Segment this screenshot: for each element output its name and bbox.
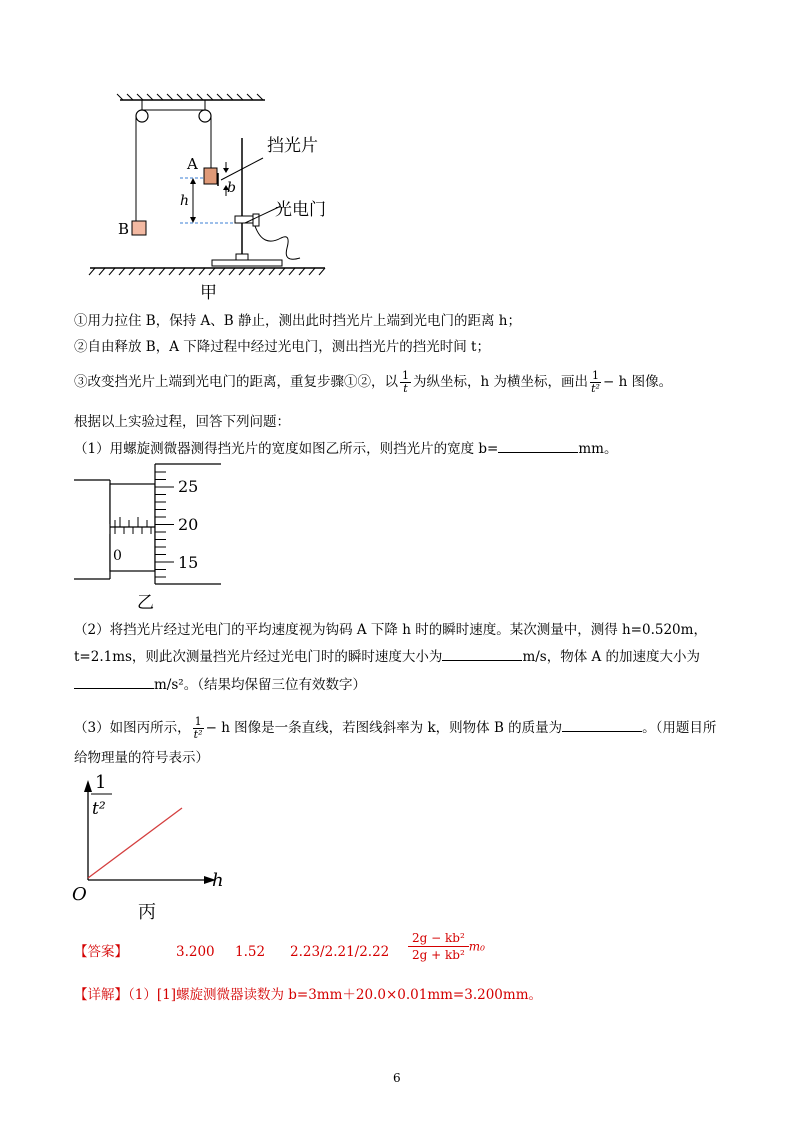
caption-jia: 甲 bbox=[200, 283, 217, 303]
y-label-num: 1 bbox=[95, 772, 107, 793]
tick-label-25: 25 bbox=[178, 477, 199, 496]
label-b: B bbox=[118, 220, 130, 238]
origin-label: O bbox=[72, 884, 87, 905]
block-b bbox=[132, 221, 146, 235]
fraction-q3: $\frac{1}{\text{t²}}$ bbox=[193, 715, 203, 741]
question-3-line-1: （3）如图丙所示， $\frac{1}{\text{t²}}$ − h 图像是一条直线，若图线斜率为 k，则物体 B 的质量为 。（用题目所 bbox=[74, 715, 717, 741]
answer-blank-2[interactable] bbox=[442, 646, 522, 661]
caption-yi: 乙 bbox=[137, 593, 154, 612]
step-3: ③改变挡光片上端到光电门的距离，重复步骤①②，以 $\frac{1}{t}$ 为纵坐标，h 为横坐标，画出 $\frac{1}{\text{t²}}$ − h 图像。 bbox=[74, 369, 673, 395]
question-2-line-1: （2）将挡光片经过光电门的平均速度视为钩码 A 下降 h 时的瞬时速度。某次测量中，测得 h=0.520m， bbox=[74, 622, 707, 638]
tick-label-zero: 0 bbox=[113, 548, 122, 564]
label-h: h bbox=[180, 193, 190, 209]
answer-3: 2.23/2.21/2.22 bbox=[290, 944, 390, 960]
answer-blank-1[interactable] bbox=[498, 438, 578, 453]
answer-blank-4[interactable] bbox=[562, 717, 642, 732]
label-small-b: b bbox=[227, 180, 236, 196]
step-2: ②自由释放 B，A 下降过程中经过光电门，测出挡光片的挡光时间 t； bbox=[74, 339, 490, 355]
answer-1: 3.200 bbox=[176, 944, 215, 960]
caption-bing: 丙 bbox=[138, 902, 156, 923]
label-a: A bbox=[187, 155, 198, 173]
answer-4: $\frac{\text{2g − kb²}}{\text{2g + kb²}}$ m₀ bbox=[408, 930, 485, 963]
intro-text: 根据以上实验过程，回答下列问题： bbox=[74, 414, 290, 430]
answer-blank-3[interactable] bbox=[74, 674, 154, 689]
explanation: 【详解】（1）[1]螺旋测微器读数为 b=3mm＋20.0×0.01mm=3.200mm。 bbox=[74, 987, 542, 1003]
question-3-line-2: 给物理量的符号表示） bbox=[74, 750, 209, 766]
page-number: 6 bbox=[393, 1071, 401, 1085]
label-shutter: 挡光片 bbox=[267, 136, 318, 156]
label-gate: 光电门 bbox=[275, 200, 326, 220]
fraction-1-over-t: $\frac{1}{t}$ bbox=[402, 369, 409, 395]
step-1: ①用力拉住 B，保持 A、B 静止，测出此时挡光片上端到光电门的距离 h； bbox=[74, 313, 521, 329]
figure-jia bbox=[85, 88, 345, 303]
y-label-den: t² bbox=[92, 799, 106, 819]
x-label: h bbox=[212, 870, 224, 891]
question-1: （1）用螺旋测微器测得挡光片的宽度如图乙所示，则挡光片的宽度 b= mm。 bbox=[74, 438, 617, 459]
question-2-line-2: t=2.1ms，则此次测量挡光片经过光电门时的瞬时速度大小为 m/s，物体 A 的加速度大小为 bbox=[74, 646, 700, 667]
answer-2: 1.52 bbox=[235, 944, 266, 960]
question-2-line-3: m/s²。（结果均保留三位有效数字） bbox=[74, 674, 366, 695]
graph-bing bbox=[70, 768, 240, 923]
tick-label-20: 20 bbox=[178, 515, 199, 534]
micrometer-figure bbox=[70, 462, 230, 612]
fraction-1-over-t2: $\frac{1}{\text{t²}}$ bbox=[591, 369, 600, 395]
answer-label: 【答案】 bbox=[74, 944, 128, 960]
block-a bbox=[204, 168, 217, 184]
tick-label-15: 15 bbox=[178, 553, 199, 572]
